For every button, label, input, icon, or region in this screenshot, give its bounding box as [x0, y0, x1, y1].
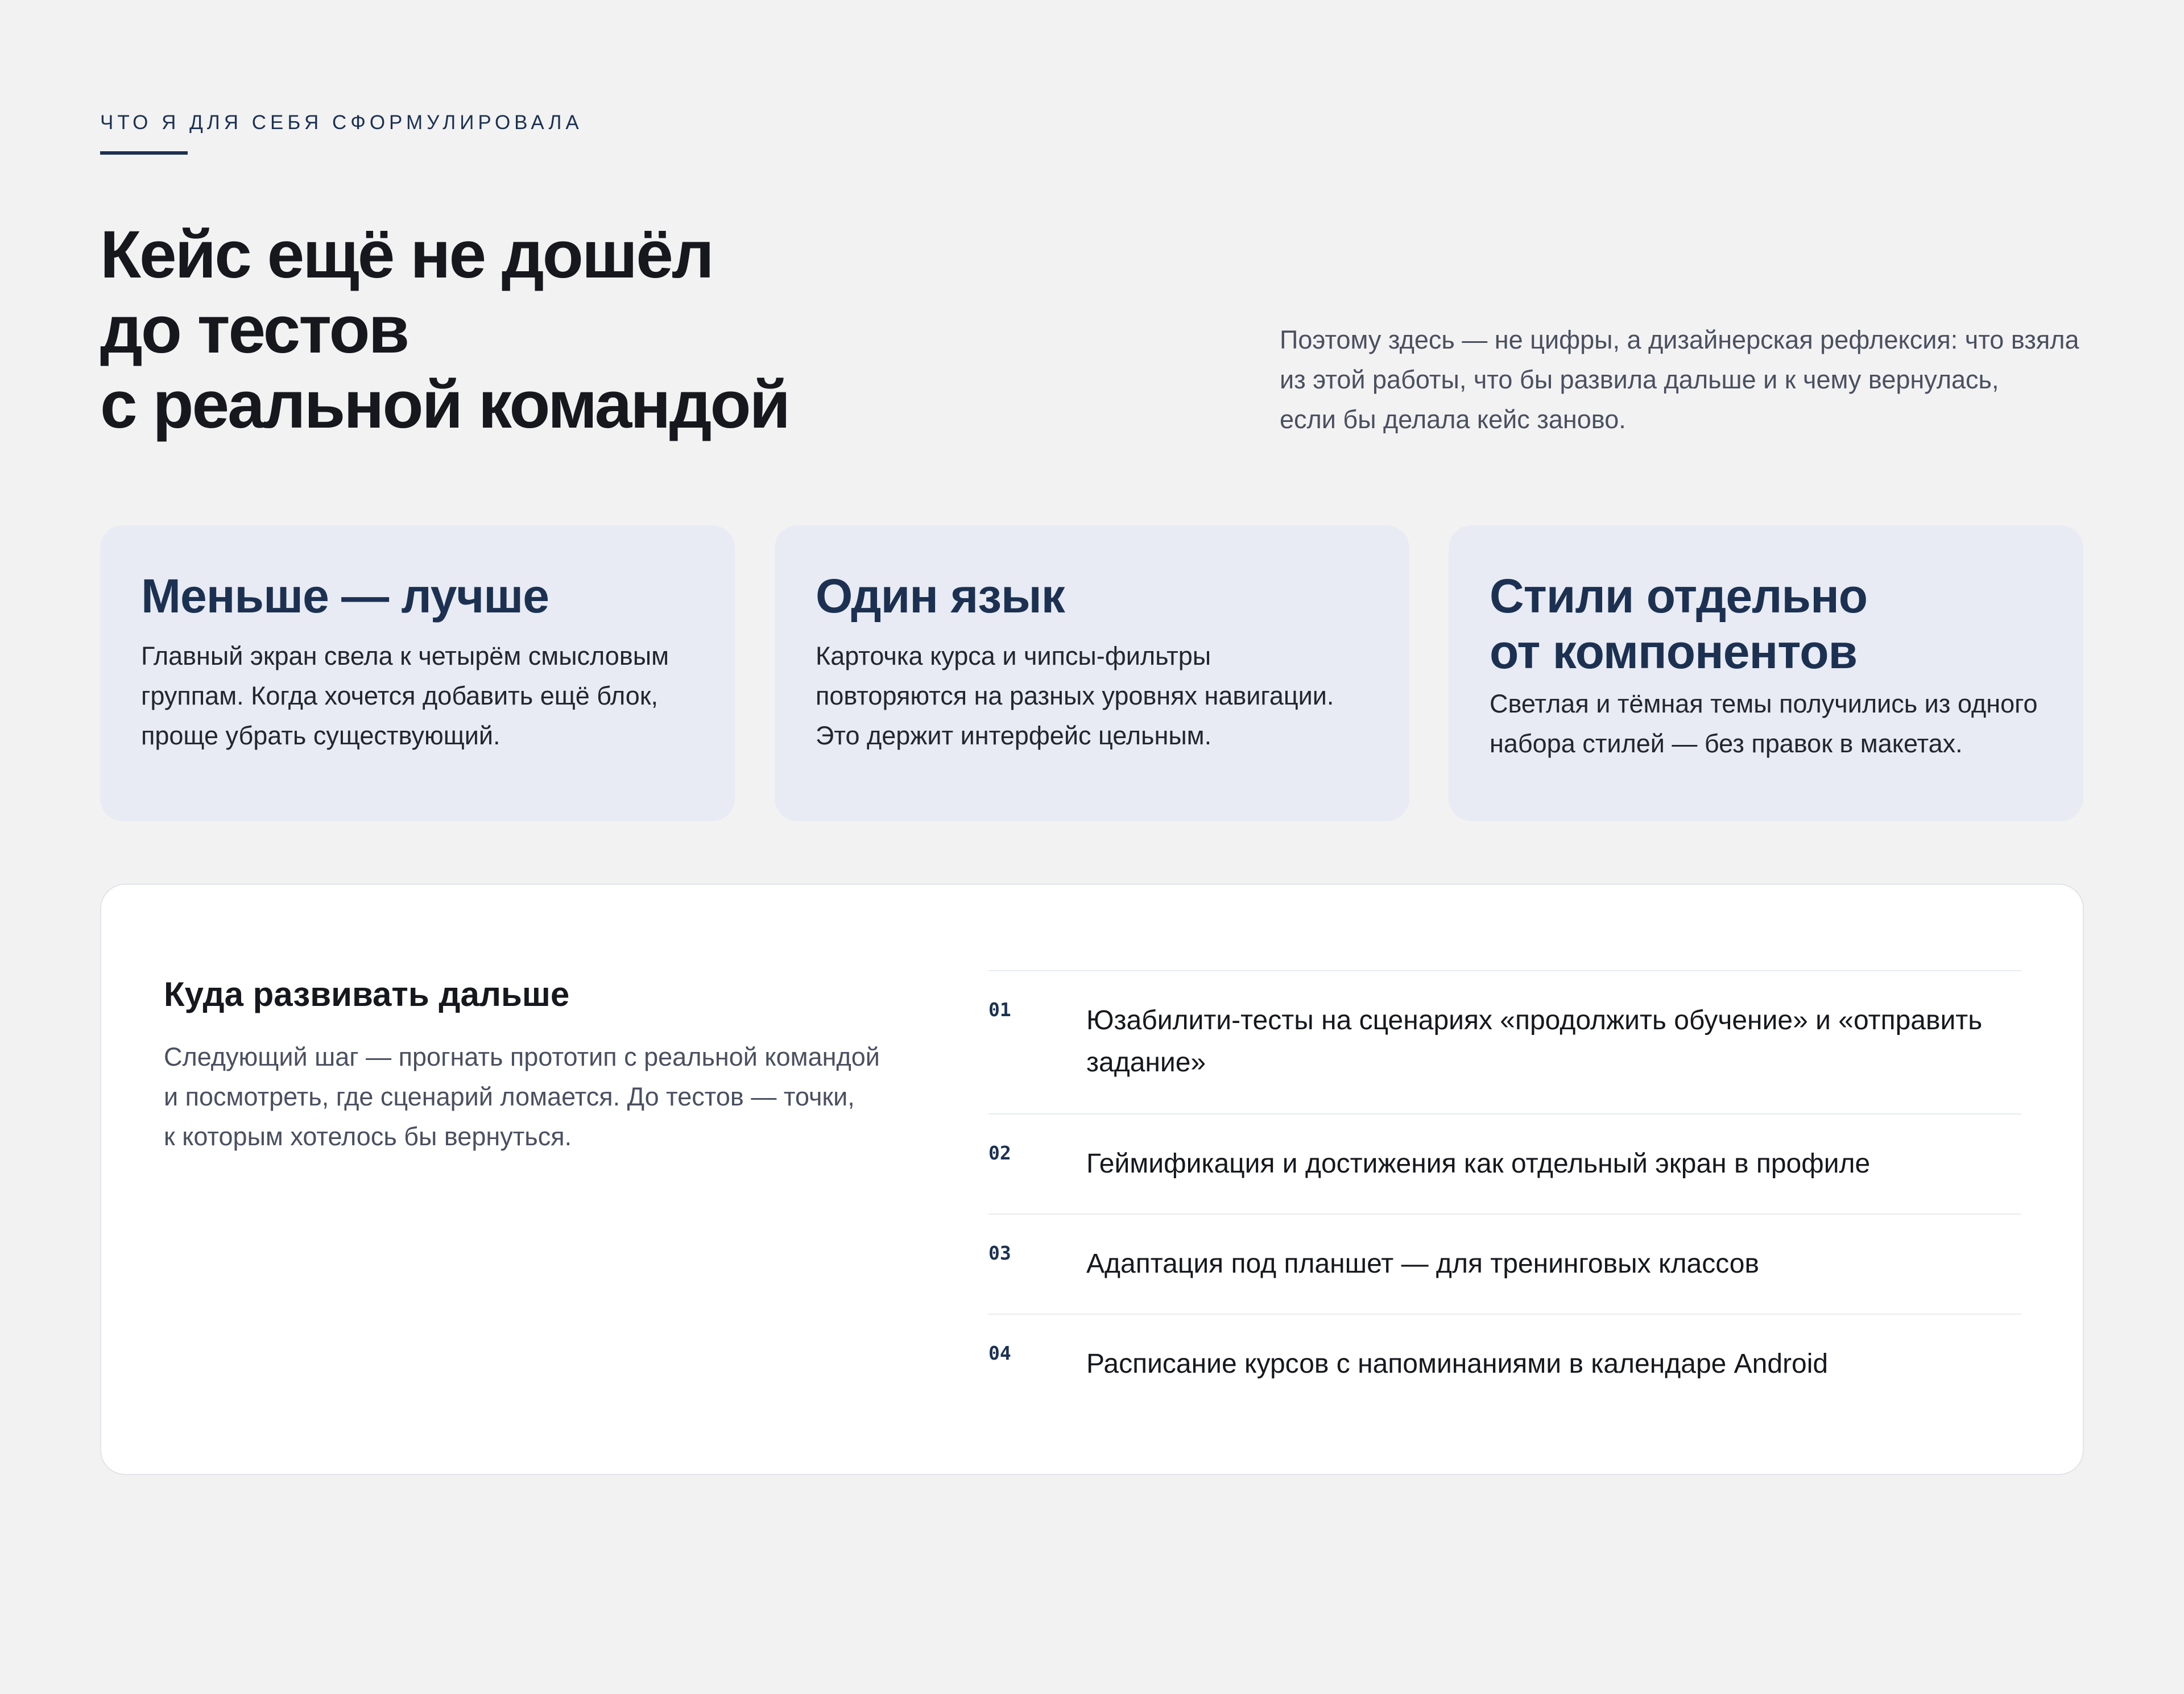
next-steps-description-line: Следующий шаг — прогнать прототип с реальной командой [164, 1042, 880, 1071]
intro-line: если бы делала кейс заново. [1280, 405, 1626, 434]
intro-paragraph [1280, 320, 2093, 440]
card-title-line: Один язык [816, 569, 1065, 623]
list-item [988, 1213, 2021, 1314]
card-text-line: Карточка курса и чипсы-фильтры [816, 641, 1211, 670]
card-text-line: Это держит интерфейс цельным. [816, 721, 1212, 750]
list-item-number: 02 [988, 1142, 1011, 1164]
list-item-text-line: Расписание курсов с напоминаниями в календаре Android [1086, 1349, 1829, 1379]
intro-line: Поэтому здесь — не цифры, а дизайнерская рефлексия: что взяла [1280, 325, 2079, 354]
list-item-text-line: Юзабилити-тесты на сценариях «продолжить обучение» и «отправить [1086, 1005, 1983, 1036]
list-item-text-line: задание» [1086, 1047, 1206, 1078]
page-title-line: Кейс ещё не дошёл [100, 217, 713, 292]
list-item-text [1086, 1000, 2021, 1084]
next-steps-title: Куда развивать дальше [164, 975, 570, 1013]
next-steps-list [988, 970, 2021, 1414]
card-title-line: Меньше — лучше [141, 569, 549, 623]
list-item-text [1086, 1243, 2021, 1285]
list-item-number: 04 [988, 1342, 1011, 1364]
next-steps-description-line: и посмотреть, где сценарий ломается. До тестов — точки, [164, 1082, 855, 1111]
page-title-line: с реальной командой [100, 367, 789, 442]
next-steps-description-line: к которым хотелось бы вернуться. [164, 1122, 572, 1151]
card-text-line: Светлая и тёмная темы получились из одного [1490, 689, 2038, 718]
card-text-line: набора стилей — без правок в макетах. [1490, 729, 1963, 758]
card-text-line: повторяются на разных уровнях навигации. [816, 681, 1334, 710]
principle-card-one-language [775, 525, 1409, 821]
card-text [816, 636, 1370, 756]
card-title [816, 568, 1370, 624]
card-title-line: от компонентов [1490, 625, 1858, 678]
next-steps-description [164, 1037, 932, 1157]
page-title [100, 217, 953, 442]
eyebrow-underline [100, 151, 188, 155]
list-item-number: 03 [988, 1242, 1011, 1264]
card-text-line: группам. Когда хочется добавить ещё блок, [141, 681, 659, 710]
eyebrow-label: ЧТО Я ДЛЯ СЕБЯ СФОРМУЛИРОВАЛА [100, 111, 583, 134]
card-title [141, 568, 695, 624]
principle-card-less-is-more [100, 525, 735, 821]
list-item-text [1086, 1343, 2021, 1385]
page-title-line: до тестов [100, 292, 408, 367]
next-steps-panel [100, 884, 2084, 1475]
list-item-text [1086, 1143, 2021, 1185]
intro-line: из этой работы, что бы развила дальше и к чему вернулась, [1280, 365, 1999, 394]
card-text-line: Главный экран свела к четырём смысловым [141, 641, 669, 670]
card-title [1490, 568, 2044, 680]
list-item [988, 1113, 2021, 1213]
list-item-number: 01 [988, 999, 1011, 1021]
card-title-line: Стили отдельно [1490, 569, 1868, 623]
card-text [1490, 684, 2044, 764]
card-text-line: проще убрать существующий. [141, 721, 500, 750]
card-text [141, 636, 695, 756]
list-item [988, 970, 2021, 1113]
list-item-text-line: Геймификация и достижения как отдельный экран в профиле [1086, 1149, 1871, 1179]
list-item [988, 1314, 2021, 1414]
list-item-text-line: Адаптация под планшет — для тренинговых классов [1086, 1249, 1759, 1279]
principle-card-styles-separate [1449, 525, 2083, 821]
